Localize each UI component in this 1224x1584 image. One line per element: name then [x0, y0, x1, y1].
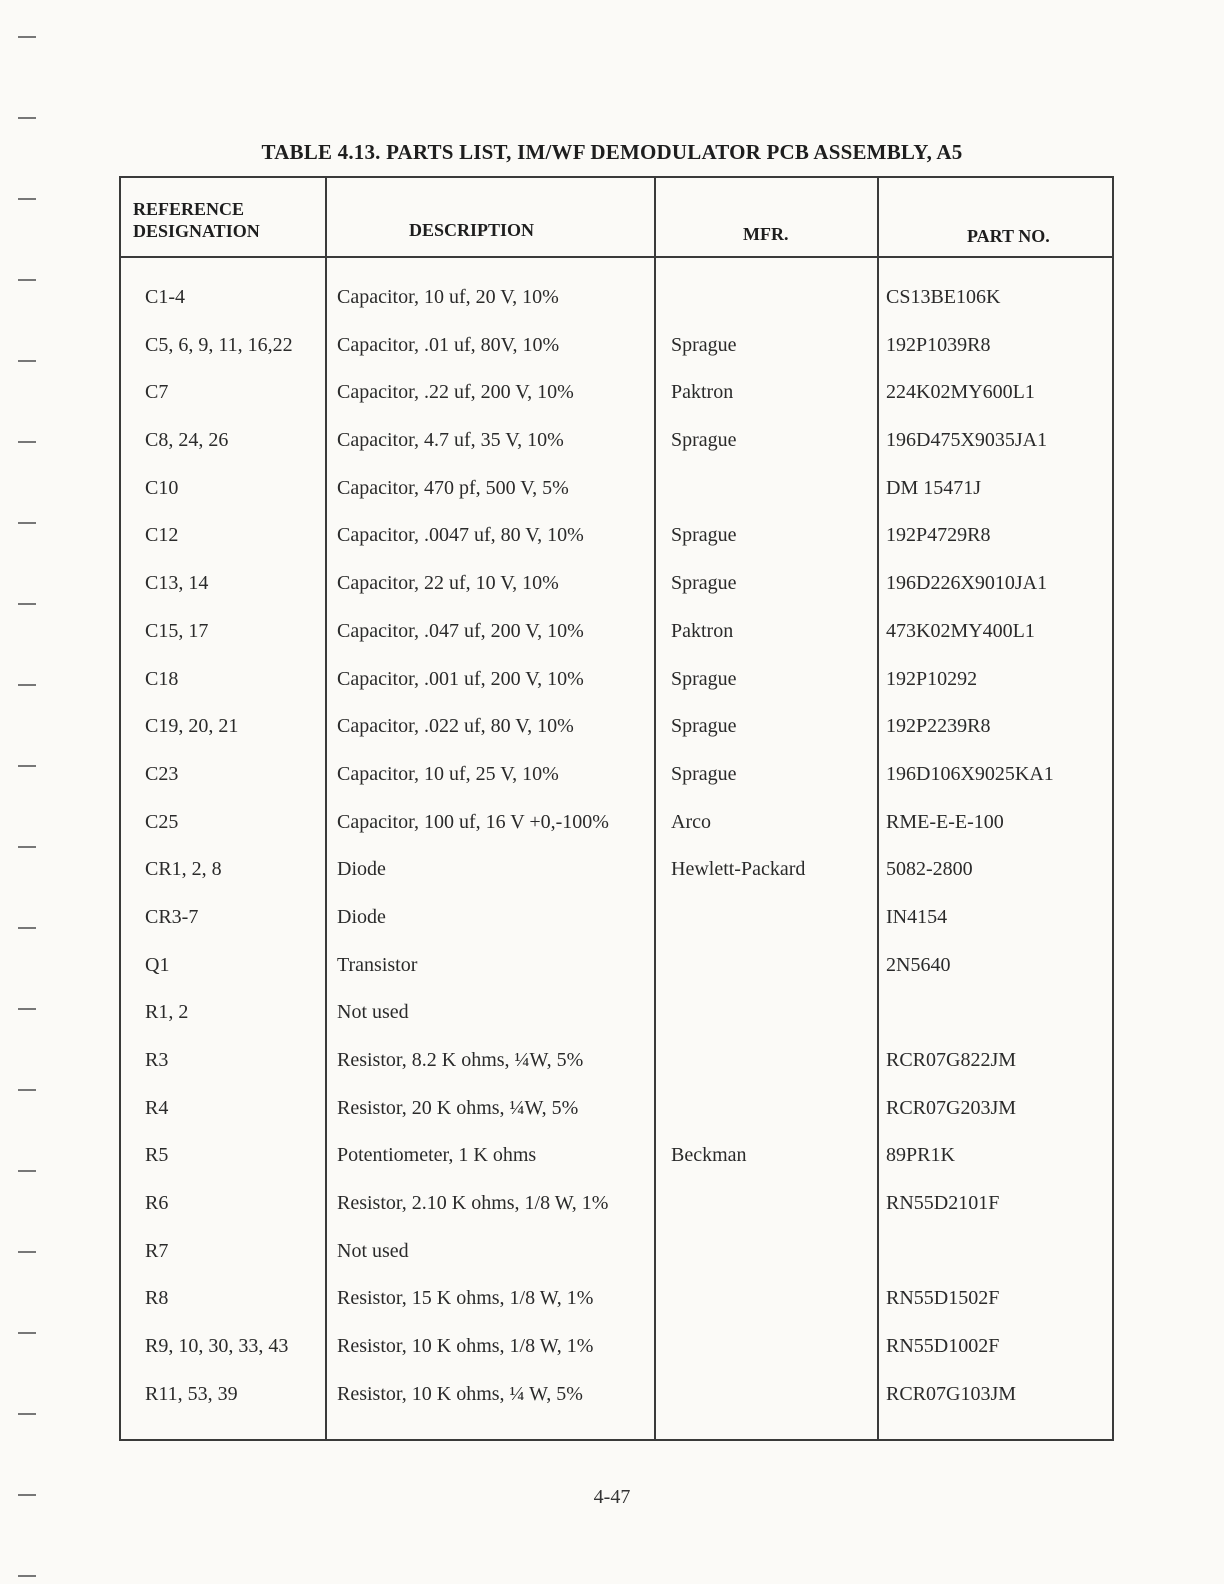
margin-tick	[18, 360, 36, 362]
cell-part-no: RN55D1502F	[886, 1287, 1000, 1310]
cell-description: Capacitor, .022 uf, 80 V, 10%	[337, 715, 574, 738]
cell-description: Capacitor, .01 uf, 80V, 10%	[337, 333, 560, 356]
cell-mfr: Sprague	[671, 762, 737, 785]
table-row	[121, 572, 1112, 620]
cell-mfr: Beckman	[671, 1144, 747, 1167]
cell-reference: C25	[145, 810, 179, 833]
cell-part-no: 192P10292	[886, 667, 978, 690]
header-description: DESCRIPTION	[409, 220, 535, 240]
cell-reference: R8	[145, 1287, 169, 1310]
cell-part-no: RCR07G103JM	[886, 1382, 1017, 1405]
cell-description: Resistor, 20 K ohms, ¼W, 5%	[337, 1096, 579, 1119]
cell-part-no: RCR07G203JM	[886, 1096, 1017, 1119]
cell-reference: C5, 6, 9, 11, 16,22	[145, 333, 293, 356]
cell-mfr: Sprague	[671, 572, 737, 595]
cell-mfr: Sprague	[671, 429, 737, 452]
header-reference-designation	[133, 198, 260, 242]
cell-mfr: Paktron	[671, 619, 734, 642]
table-row	[121, 1192, 1112, 1240]
cell-description: Capacitor, .047 uf, 200 V, 10%	[337, 619, 584, 642]
margin-tick	[18, 1008, 36, 1010]
cell-reference: C19, 20, 21	[145, 715, 239, 738]
cell-reference: C1-4	[145, 286, 185, 308]
margin-tick	[18, 603, 36, 605]
margin-tick	[18, 927, 36, 929]
cell-description: Capacitor, 22 uf, 10 V, 10%	[337, 572, 559, 595]
header-part-no: PART NO.	[967, 226, 1050, 246]
cell-mfr: Paktron	[671, 381, 734, 404]
table-header	[121, 178, 1112, 258]
cell-part-no: RN55D2101F	[886, 1192, 1000, 1215]
cell-description: Resistor, 8.2 K ohms, ¼W, 5%	[337, 1049, 584, 1071]
cell-description: Transistor	[337, 953, 418, 976]
cell-mfr: Arco	[671, 810, 711, 833]
cell-reference: R6	[145, 1192, 169, 1215]
cell-part-no: IN4154	[886, 905, 948, 928]
table-body	[121, 286, 1112, 1431]
cell-description: Resistor, 10 K ohms, 1/8 W, 1%	[337, 1335, 594, 1358]
margin-tick	[18, 1251, 36, 1253]
table-row	[121, 1335, 1112, 1383]
cell-part-no: 2N5640	[886, 953, 951, 976]
cell-part-no: 89PR1K	[886, 1144, 955, 1167]
table-row	[121, 954, 1112, 1002]
parts-table	[119, 176, 1114, 1441]
cell-reference: R7	[145, 1239, 169, 1262]
cell-part-no: 192P2239R8	[886, 715, 991, 738]
cell-part-no: DM 15471J	[886, 476, 982, 499]
cell-description: Not used	[337, 1239, 409, 1262]
cell-reference: C23	[145, 762, 179, 785]
cell-description: Capacitor, 10 uf, 25 V, 10%	[337, 762, 559, 785]
table-row	[121, 1144, 1112, 1192]
margin-tick	[18, 1170, 36, 1172]
table-row	[121, 429, 1112, 477]
table-row	[121, 811, 1112, 859]
table-row	[121, 1049, 1112, 1097]
cell-reference: C8, 24, 26	[145, 429, 229, 452]
table-row	[121, 906, 1112, 954]
cell-description: Capacitor, 4.7 uf, 35 V, 10%	[337, 429, 564, 452]
cell-reference: R4	[145, 1096, 169, 1119]
cell-part-no: 5082-2800	[886, 858, 973, 881]
cell-part-no: 473K02MY400L1	[886, 619, 1035, 642]
margin-tick	[18, 1575, 36, 1577]
cell-reference: Q1	[145, 953, 170, 976]
cell-reference: CR3-7	[145, 905, 199, 928]
margin-tick	[18, 279, 36, 281]
cell-reference: C7	[145, 381, 169, 404]
cell-part-no: RME-E-E-100	[886, 810, 1004, 833]
cell-reference: C13, 14	[145, 572, 209, 595]
table-row	[121, 1001, 1112, 1049]
table-row	[121, 620, 1112, 668]
cell-description: Resistor, 15 K ohms, 1/8 W, 1%	[337, 1287, 594, 1310]
cell-reference: C10	[145, 476, 179, 499]
cell-mfr: Hewlett-Packard	[671, 858, 806, 881]
table-row	[121, 381, 1112, 429]
margin-tick	[18, 1413, 36, 1415]
table-row	[121, 524, 1112, 572]
margin-marks	[18, 0, 38, 1584]
table-row	[121, 1287, 1112, 1335]
header-mfr: MFR.	[743, 224, 789, 244]
cell-description: Potentiometer, 1 K ohms	[337, 1144, 537, 1167]
cell-reference: R11, 53, 39	[145, 1382, 238, 1405]
cell-mfr: Sprague	[671, 667, 737, 690]
table-row	[121, 1240, 1112, 1288]
margin-tick	[18, 684, 36, 686]
cell-reference: R1, 2	[145, 1001, 189, 1024]
cell-part-no: RCR07G822JM	[886, 1049, 1017, 1071]
cell-reference: C12	[145, 524, 179, 547]
margin-tick	[18, 846, 36, 848]
table-row	[121, 477, 1112, 525]
header-ref-line1: REFERENCE	[133, 199, 245, 219]
cell-description: Capacitor, 470 pf, 500 V, 5%	[337, 476, 569, 499]
cell-mfr: Sprague	[671, 333, 737, 356]
cell-part-no: 196D475X9035JA1	[886, 429, 1048, 452]
table-row	[121, 668, 1112, 716]
margin-tick	[18, 117, 36, 119]
cell-part-no: 224K02MY600L1	[886, 381, 1035, 404]
margin-tick	[18, 441, 36, 443]
cell-description: Capacitor, .22 uf, 200 V, 10%	[337, 381, 574, 404]
margin-tick	[18, 1089, 36, 1091]
table-row	[121, 858, 1112, 906]
cell-part-no: 196D226X9010JA1	[886, 572, 1048, 595]
table-title: TABLE 4.13. PARTS LIST, IM/WF DEMODULATOR PCB ASSEMBLY, A5	[261, 140, 963, 164]
table-row	[121, 715, 1112, 763]
margin-tick	[18, 36, 36, 38]
margin-tick	[18, 765, 36, 767]
margin-tick	[18, 1332, 36, 1334]
table-row	[121, 1097, 1112, 1145]
cell-description: Resistor, 10 K ohms, ¼ W, 5%	[337, 1382, 583, 1405]
cell-description: Diode	[337, 858, 386, 881]
cell-description: Capacitor, 10 uf, 20 V, 10%	[337, 286, 559, 308]
table-row	[121, 334, 1112, 382]
cell-reference: R3	[145, 1049, 169, 1071]
cell-part-no: 192P1039R8	[886, 333, 991, 356]
cell-reference: CR1, 2, 8	[145, 858, 222, 881]
margin-tick	[18, 522, 36, 524]
table-row	[121, 1383, 1112, 1431]
cell-part-no: CS13BE106K	[886, 286, 1001, 308]
cell-description: Capacitor, .0047 uf, 80 V, 10%	[337, 524, 584, 547]
cell-mfr: Sprague	[671, 715, 737, 738]
table-row	[121, 763, 1112, 811]
cell-mfr: Sprague	[671, 524, 737, 547]
cell-part-no: RN55D1002F	[886, 1335, 1000, 1358]
cell-reference: C18	[145, 667, 179, 690]
cell-part-no: 192P4729R8	[886, 524, 991, 547]
cell-description: Diode	[337, 905, 386, 928]
cell-description: Resistor, 2.10 K ohms, 1/8 W, 1%	[337, 1192, 609, 1215]
header-ref-line2: DESIGNATION	[133, 221, 260, 241]
cell-description: Capacitor, .001 uf, 200 V, 10%	[337, 667, 584, 690]
table-row	[121, 286, 1112, 334]
margin-tick	[18, 198, 36, 200]
cell-part-no: 196D106X9025KA1	[886, 762, 1054, 785]
page-number: 4-47	[593, 1486, 631, 1508]
cell-reference: R9, 10, 30, 33, 43	[145, 1335, 289, 1358]
cell-reference: R5	[145, 1144, 169, 1167]
cell-description: Not used	[337, 1001, 409, 1024]
cell-description: Capacitor, 100 uf, 16 V +0,-100%	[337, 810, 609, 833]
cell-reference: C15, 17	[145, 619, 209, 642]
